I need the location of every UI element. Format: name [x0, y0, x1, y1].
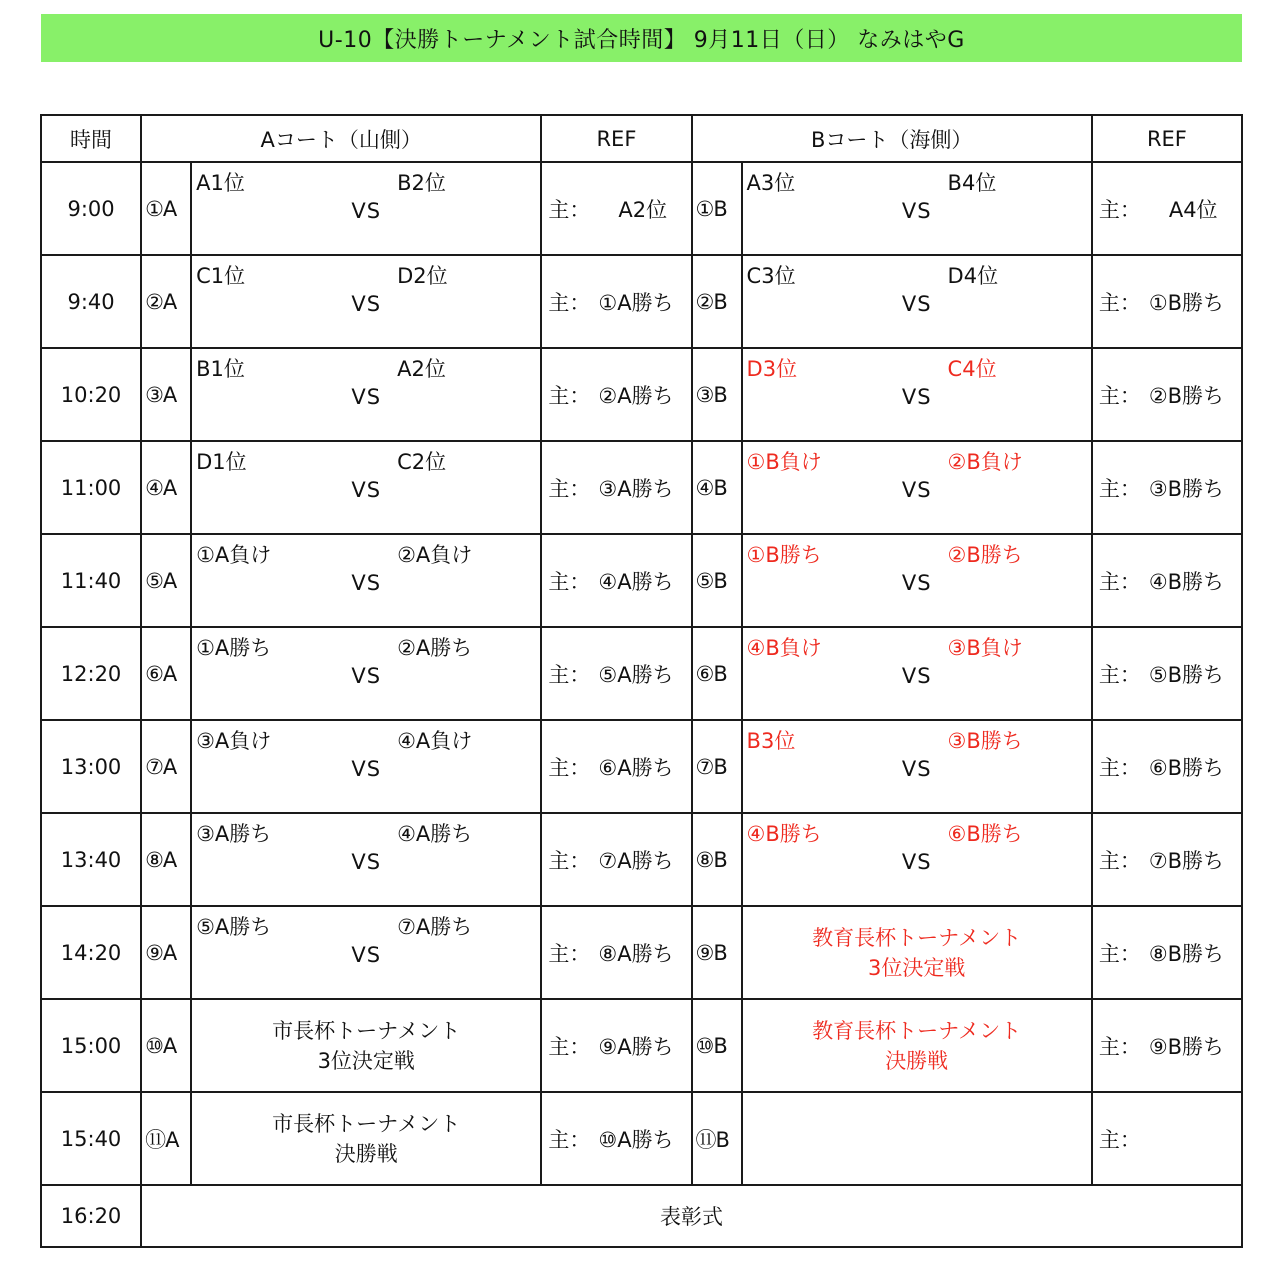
referee-value: ③B勝ち	[1148, 476, 1225, 501]
team-b2: D4位	[947, 264, 999, 288]
match-b	[742, 813, 1092, 906]
referee-b	[1092, 1092, 1242, 1185]
vs-label: VS	[351, 385, 382, 409]
referee-value: ④B勝ち	[1148, 569, 1225, 594]
match-a	[191, 348, 541, 441]
table-row	[41, 162, 1242, 255]
team-b1: B3位	[746, 729, 796, 753]
team-b2: ③B勝ち	[947, 729, 1023, 753]
table-row	[41, 813, 1242, 906]
event-b	[742, 906, 1092, 999]
team-a2: ④A負け	[397, 729, 473, 753]
referee-value: ④A勝ち	[598, 569, 674, 594]
referee-a	[541, 627, 691, 720]
time-cell: 14:20	[41, 906, 141, 999]
match-number-b: ⑥B	[692, 627, 742, 720]
referee-b	[1092, 813, 1242, 906]
event-subtitle: 決勝戦	[885, 1048, 949, 1073]
match-number-b: ⑤B	[692, 534, 742, 627]
time-cell: 15:00	[41, 999, 141, 1092]
vs-label: VS	[351, 478, 382, 502]
match-a	[191, 255, 541, 348]
referee-value: ⑨A勝ち	[598, 1034, 674, 1059]
vs-label: VS	[901, 664, 932, 688]
referee-value: ⑨B勝ち	[1148, 1034, 1225, 1059]
team-b2: ②B負け	[947, 450, 1023, 474]
referee-a	[541, 255, 691, 348]
referee-label: 主：	[1098, 569, 1141, 594]
team-a1: ③A負け	[196, 729, 272, 753]
referee-value: A2位	[618, 197, 668, 222]
referee-label: 主：	[548, 290, 591, 315]
match-a	[191, 813, 541, 906]
referee-label: 主：	[1098, 383, 1141, 408]
referee-b	[1092, 255, 1242, 348]
match-b	[742, 255, 1092, 348]
match-number-b: ①B	[692, 162, 742, 255]
vs-label: VS	[901, 757, 932, 781]
vs-label: VS	[351, 850, 382, 874]
event-subtitle: 決勝戦	[334, 1141, 398, 1166]
header-row	[41, 115, 1242, 162]
team-a2: ④A勝ち	[397, 822, 473, 846]
referee-label: 主：	[548, 1034, 591, 1059]
referee-b	[1092, 720, 1242, 813]
event-subtitle: 3位決定戦	[868, 955, 966, 980]
referee-b	[1092, 348, 1242, 441]
team-a1: ①A負け	[196, 543, 272, 567]
match-number-b: ⑪B	[692, 1092, 742, 1185]
referee-label: 主：	[548, 1127, 591, 1152]
referee-value: ①B勝ち	[1148, 290, 1225, 315]
referee-value: ②A勝ち	[598, 383, 674, 408]
match-number-b: ③B	[692, 348, 742, 441]
referee-label: 主：	[1098, 755, 1141, 780]
table-row	[41, 348, 1242, 441]
table-row	[41, 906, 1242, 999]
vs-label: VS	[351, 664, 382, 688]
referee-value: ⑦A勝ち	[598, 848, 674, 873]
match-number-a: ③A	[141, 348, 191, 441]
referee-label: 主：	[548, 848, 591, 873]
match-number-a: ⑦A	[141, 720, 191, 813]
match-a	[191, 720, 541, 813]
match-b	[742, 441, 1092, 534]
event-title: 教育長杯トーナメント	[812, 1018, 1022, 1043]
time-cell: 13:00	[41, 720, 141, 813]
header-ref-a: REF	[541, 115, 691, 162]
referee-label: 主：	[1098, 848, 1141, 873]
time-cell: 9:40	[41, 255, 141, 348]
referee-a	[541, 906, 691, 999]
referee-a	[541, 813, 691, 906]
team-b1: D3位	[746, 357, 798, 381]
vs-label: VS	[901, 850, 932, 874]
table-row	[41, 720, 1242, 813]
referee-b	[1092, 534, 1242, 627]
match-b	[742, 348, 1092, 441]
team-b2: ②B勝ち	[947, 543, 1023, 567]
referee-label: 主：	[1098, 290, 1141, 315]
event-b-empty	[742, 1092, 1092, 1185]
referee-label: 主：	[1098, 662, 1141, 687]
page-title-text: U-10【決勝トーナメント試合時間】 9月11日（日） なみはやG	[318, 27, 965, 53]
referee-value: ⑥B勝ち	[1148, 755, 1225, 780]
team-b1: ①B勝ち	[746, 543, 822, 567]
referee-value: ②B勝ち	[1148, 383, 1225, 408]
referee-a	[541, 534, 691, 627]
header-ref-b: REF	[1092, 115, 1242, 162]
referee-a	[541, 441, 691, 534]
table-row	[41, 1092, 1242, 1185]
table-row	[41, 999, 1242, 1092]
vs-label: VS	[901, 385, 932, 409]
match-number-a: ⑤A	[141, 534, 191, 627]
vs-label: VS	[351, 199, 382, 223]
team-a1: C1位	[196, 264, 246, 288]
header-court-a: Aコート（山側）	[141, 115, 541, 162]
team-a1: A1位	[196, 171, 245, 195]
team-b1: ④B勝ち	[746, 822, 822, 846]
page-title	[41, 14, 1242, 62]
team-a2: ②A勝ち	[397, 636, 473, 660]
referee-value: ⑤B勝ち	[1148, 662, 1225, 687]
event-b	[742, 999, 1092, 1092]
match-a	[191, 906, 541, 999]
match-number-b: ④B	[692, 441, 742, 534]
match-number-b: ②B	[692, 255, 742, 348]
match-a	[191, 162, 541, 255]
time-cell: 12:20	[41, 627, 141, 720]
schedule-table	[40, 114, 1243, 1248]
time-cell: 13:40	[41, 813, 141, 906]
referee-label: 主：	[548, 941, 591, 966]
table-row	[41, 627, 1242, 720]
referee-a	[541, 348, 691, 441]
header-court-b: Bコート（海側）	[692, 115, 1092, 162]
time-cell: 10:20	[41, 348, 141, 441]
match-number-a: ⑥A	[141, 627, 191, 720]
referee-label: 主：	[548, 383, 591, 408]
team-b1: ①B負け	[746, 450, 822, 474]
match-b	[742, 627, 1092, 720]
team-b2: ③B負け	[947, 636, 1023, 660]
referee-value: ⑤A勝ち	[598, 662, 674, 687]
referee-label: 主：	[548, 662, 591, 687]
table-row	[41, 441, 1242, 534]
referee-a	[541, 162, 691, 255]
award-row	[41, 1185, 1242, 1247]
match-number-a: ⑩A	[141, 999, 191, 1092]
match-b	[742, 162, 1092, 255]
match-number-a: ⑪A	[141, 1092, 191, 1185]
referee-label: 主：	[1098, 197, 1141, 222]
team-a1: D1位	[196, 450, 247, 474]
time-cell: 11:00	[41, 441, 141, 534]
referee-label: 主：	[1098, 941, 1141, 966]
match-number-a: ⑧A	[141, 813, 191, 906]
team-a1: ⑤A勝ち	[196, 915, 272, 939]
table-row	[41, 255, 1242, 348]
team-b1: A3位	[746, 171, 796, 195]
match-a	[191, 441, 541, 534]
event-title: 市長杯トーナメント	[272, 1111, 461, 1136]
header-time: 時間	[41, 115, 141, 162]
match-number-b: ⑧B	[692, 813, 742, 906]
vs-label: VS	[901, 571, 932, 595]
referee-label: 主：	[548, 197, 591, 222]
team-a1: B1位	[196, 357, 245, 381]
time-cell: 16:20	[41, 1185, 141, 1247]
referee-label: 主：	[548, 755, 591, 780]
referee-value: ⑦B勝ち	[1148, 848, 1225, 873]
vs-label: VS	[901, 199, 932, 223]
team-a2: A2位	[397, 357, 446, 381]
vs-label: VS	[351, 757, 382, 781]
referee-a	[541, 1092, 691, 1185]
team-b1: ④B負け	[746, 636, 822, 660]
match-number-b: ⑨B	[692, 906, 742, 999]
referee-value: ③A勝ち	[598, 476, 674, 501]
team-a2: B2位	[397, 171, 446, 195]
vs-label: VS	[351, 292, 382, 316]
team-b1: C3位	[746, 264, 796, 288]
match-b	[742, 720, 1092, 813]
team-a2: ⑦A勝ち	[397, 915, 473, 939]
team-a1: ①A勝ち	[196, 636, 272, 660]
event-title: 市長杯トーナメント	[272, 1018, 461, 1043]
referee-value: ⑧A勝ち	[598, 941, 674, 966]
referee-a	[541, 720, 691, 813]
referee-value: ⑧B勝ち	[1148, 941, 1225, 966]
vs-label: VS	[901, 292, 932, 316]
referee-b	[1092, 162, 1242, 255]
referee-label: 主：	[548, 476, 591, 501]
referee-value: ⑥A勝ち	[598, 755, 674, 780]
match-number-b: ⑩B	[692, 999, 742, 1092]
referee-value: ①A勝ち	[598, 290, 674, 315]
referee-b	[1092, 906, 1242, 999]
team-a2: C2位	[397, 450, 447, 474]
referee-a	[541, 999, 691, 1092]
vs-label: VS	[351, 943, 382, 967]
event-a	[191, 1092, 541, 1185]
match-a	[191, 627, 541, 720]
match-number-a: ④A	[141, 441, 191, 534]
event-subtitle: 3位決定戦	[317, 1048, 415, 1073]
referee-label: 主：	[1098, 1034, 1141, 1059]
match-b	[742, 534, 1092, 627]
event-title: 教育長杯トーナメント	[812, 925, 1022, 950]
referee-b	[1092, 441, 1242, 534]
time-cell: 9:00	[41, 162, 141, 255]
award-ceremony: 表彰式	[141, 1185, 1242, 1247]
team-b2: ⑥B勝ち	[947, 822, 1023, 846]
time-cell: 11:40	[41, 534, 141, 627]
team-b2: B4位	[947, 171, 997, 195]
match-number-a: ②A	[141, 255, 191, 348]
referee-value: A4位	[1168, 197, 1218, 222]
team-a2: ②A負け	[397, 543, 473, 567]
referee-value: ⑩A勝ち	[598, 1127, 674, 1152]
referee-label: 主：	[548, 569, 591, 594]
referee-b	[1092, 999, 1242, 1092]
referee-b	[1092, 627, 1242, 720]
time-cell: 15:40	[41, 1092, 141, 1185]
team-a2: D2位	[397, 264, 448, 288]
vs-label: VS	[351, 571, 382, 595]
team-b2: C4位	[947, 357, 997, 381]
team-a1: ③A勝ち	[196, 822, 272, 846]
match-number-a: ①A	[141, 162, 191, 255]
event-a	[191, 999, 541, 1092]
match-number-b: ⑦B	[692, 720, 742, 813]
table-row	[41, 534, 1242, 627]
vs-label: VS	[901, 478, 932, 502]
referee-label: 主：	[1098, 1127, 1141, 1152]
match-a	[191, 534, 541, 627]
match-number-a: ⑨A	[141, 906, 191, 999]
referee-label: 主：	[1098, 476, 1141, 501]
